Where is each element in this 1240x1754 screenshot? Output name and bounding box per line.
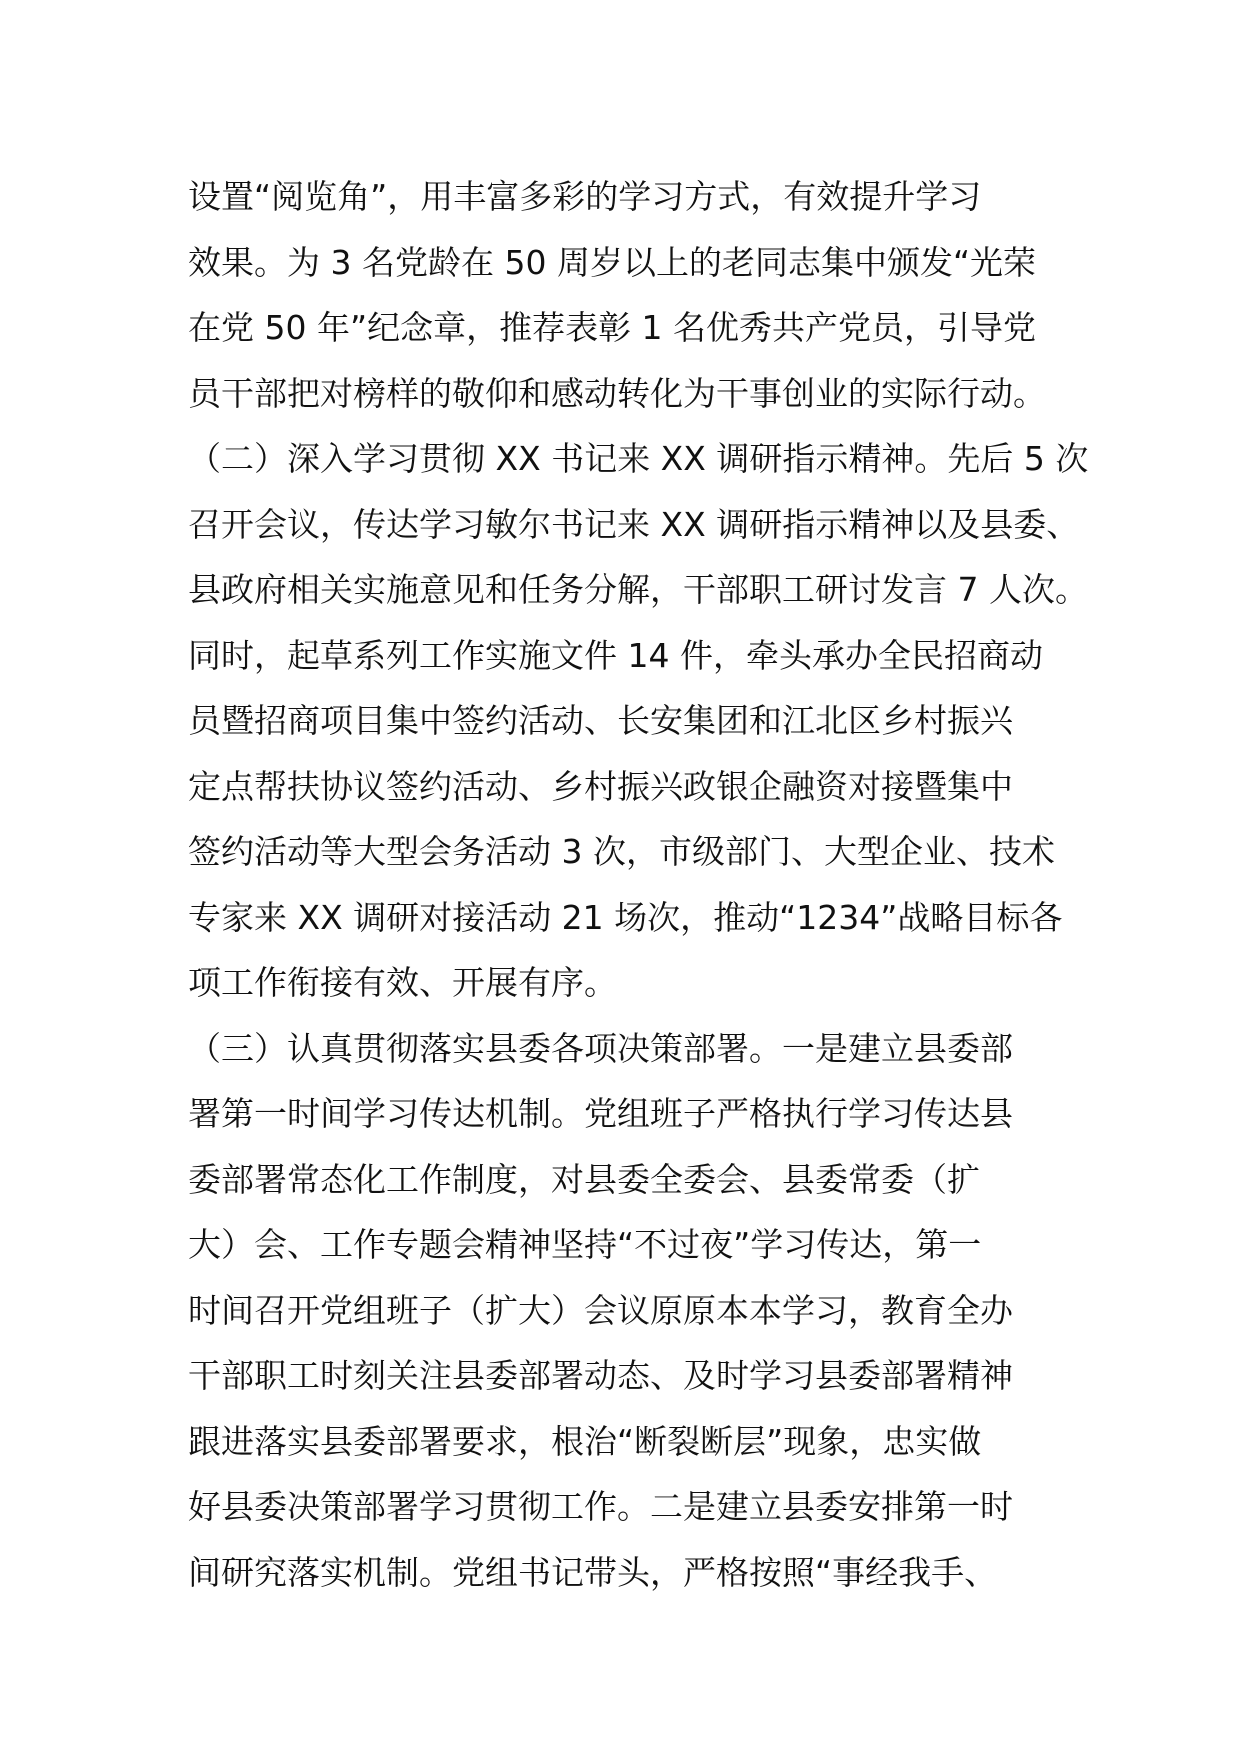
text-line: 跟进落实县委部署要求，根治“断裂断层”现象，忠实做 [188, 1421, 982, 1461]
text-line: 设置“阅览角”，用丰富多彩的学习方式，有效提升学习 [188, 177, 982, 216]
text-line: 签约活动等大型会务活动 3 次，市级部门、大型企业、技术 [188, 832, 1055, 871]
text-line: （三）认真贯彻落实县委各项决策部署。一是建立县委部 [188, 1028, 1013, 1068]
text-line: 效果。为 3 名党龄在 50 周岁以上的老同志集中颁发“光荣 [188, 242, 1037, 282]
text-line: 召开会议，传达学习敏尔书记来 XX 调研指示精神以及县委、 [188, 504, 1080, 544]
text-line: 好县委决策部署学习贯彻工作。二是建立县委安排第一时 [188, 1487, 1013, 1526]
body-text [188, 164, 1088, 1605]
text-line: 员干部把对榜样的敬仰和感动转化为干事创业的实际行动。 [188, 373, 1046, 413]
text-line: 委部署常态化工作制度，对县委全委会、县委常委（扩 [188, 1159, 980, 1199]
text-line: 时间召开党组班子（扩大）会议原原本本学习，教育全办 [188, 1290, 1013, 1330]
text-line: 同时，起草系列工作实施文件 14 件，牵头承办全民招商动 [188, 635, 1043, 675]
text-line: 在党 50 年”纪念章，推荐表彰 1 名优秀共产党员，引导党 [188, 308, 1037, 347]
text-line: 间研究落实机制。党组书记带头，严格按照“事经我手、 [188, 1552, 998, 1592]
text-line: 项工作衔接有效、开展有序。 [188, 963, 617, 1002]
text-line: 县政府相关实施意见和任务分解，干部职工研讨发言 7 人次。 [188, 570, 1088, 609]
text-line: 干部职工时刻关注县委部署动态、及时学习县委部署精神 [188, 1356, 1013, 1395]
text-line: 署第一时间学习传达机制。党组班子严格执行学习传达县 [188, 1094, 1013, 1133]
text-line: 定点帮扶协议签约活动、乡村振兴政银企融资对接暨集中 [188, 766, 1013, 806]
text-line: 大）会、工作专题会精神坚持“不过夜”学习传达，第一 [188, 1225, 982, 1264]
text-line: 员暨招商项目集中签约活动、长安集团和江北区乡村振兴 [188, 701, 1013, 740]
text-line: （二）深入学习贯彻 XX 书记来 XX 调研指示精神。先后 5 次 [188, 439, 1089, 478]
text-line: 专家来 XX 调研对接活动 21 场次，推动“1234”战略目标各 [188, 897, 1063, 937]
